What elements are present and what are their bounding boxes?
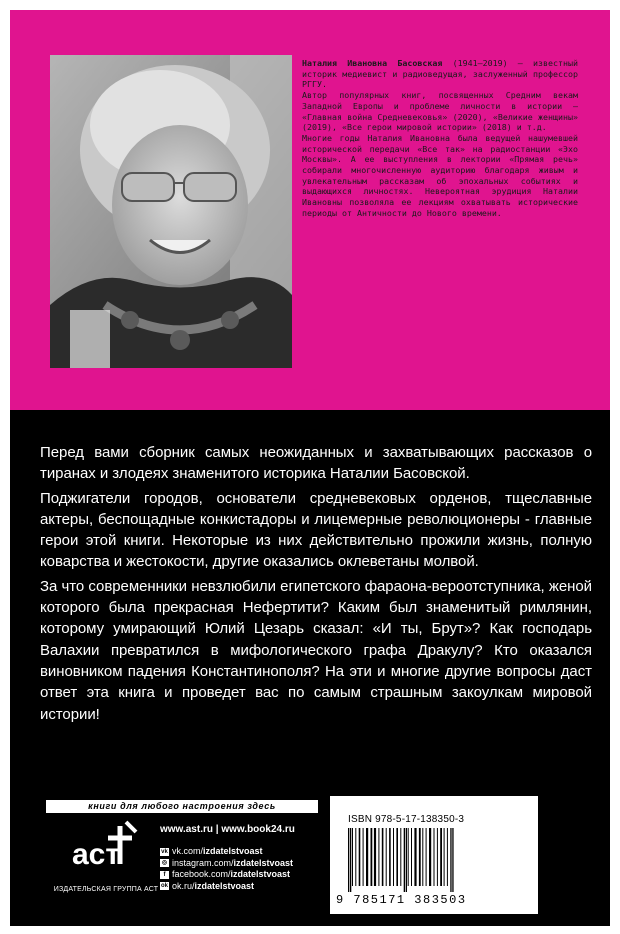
ast-logo-text: аст [72, 838, 121, 871]
author-bio-paragraph [302, 58, 578, 90]
author-bio-intro: (1941–2019) – известный историк медиевист и радиоведущая, заслуженный профессор РГГУ. [302, 58, 578, 90]
barcode-panel [330, 796, 538, 914]
description-paragraph-3: За что современники невзлюбили египетского фараона-вероотступника, женой которого была прекрасная Нефертити? Каким был знаменитый римлянин, которому умирающий Юлий Цезарь сказал: «И ты, Брут»? Как господарь Валахии превратился в мифологического графа Дракулу? Кто оказался виновником падения Константинополя? На эти и многие другие вопросы даст ответ эта книга и проведет вас по самым страшным закоулкам мировой истории! [40, 577, 592, 723]
social-link-odnoklassniki[interactable] [160, 881, 293, 893]
ast-logo [68, 818, 148, 880]
social-prefix: instagram.com/ [172, 857, 234, 868]
author-photo [50, 55, 292, 368]
description-paragraph-2: Поджигатели городов, основатели средневековых орденов, тщеславные актеры, беспощадные конкистадоры и лицемерные революционеры - главные герои этой книги. Некоторые из них действительно прожили жизнь, полную коварства и жестокости, другие оказались оклеветаны молвой. [40, 489, 592, 571]
isbn-number: ISBN 978-5-17-138350-3 [348, 814, 465, 825]
social-link-instagram[interactable] [160, 858, 293, 870]
ast-logo-icon [68, 818, 148, 880]
odnoklassniki-icon: ok [160, 883, 168, 890]
instagram-icon: ◎ [161, 860, 168, 867]
facebook-icon: f [160, 871, 169, 879]
slogan-banner: книги для любого настроения здесь [46, 800, 318, 813]
barcode-digits: 9 785171 383503 [336, 893, 467, 907]
author-bio [302, 58, 578, 219]
social-links [160, 846, 293, 892]
website-links[interactable]: www.ast.ru | www.book24.ru [160, 824, 295, 835]
author-portrait-illustration [50, 55, 292, 368]
author-bio-books: Автор популярных книг, посвященных Средним векам Западной Европы и проблеме личности в истории – «Главная война Средневековья» (2020), «Великие женщины» (2019), «Все герои мировой истории» (2018) и т.д. [302, 90, 578, 133]
social-prefix: ok.ru/ [172, 880, 195, 891]
publisher-footer [10, 796, 610, 926]
social-handle: izdatelstvoast [194, 880, 255, 891]
author-bio-radio: Многие годы Наталия Ивановна была ведущей нашумевшей исторической передачи «Все так» на радиостанции «Эхо Москвы». А ее выступления в лектории «Прямая речь» собирали многочисленную аудиторию благодаря живым и увлекательным рассказам об эпохальных событиях и выдающихся личностях. Невероятная эрудиция Наталии Ивановны позволяла ее лекциям охватывать исторические периоды от Античности до Нового времени. [302, 132, 578, 218]
barcode-icon [340, 828, 528, 892]
book-back-cover [10, 10, 610, 926]
social-handle: izdatelstvoast [233, 857, 294, 868]
social-link-facebook[interactable] [160, 869, 293, 881]
author-panel [10, 10, 610, 410]
social-prefix: facebook.com/ [172, 869, 231, 879]
description-paragraph-1: Перед вами сборник самых неожиданных и захватывающих рассказов о тиранах и злодеях знаменитого историка Наталии Басовской. [40, 444, 592, 483]
publisher-name: ИЗДАТЕЛЬСКАЯ ГРУППА АСТ [53, 886, 159, 893]
vk-icon: vk [161, 848, 168, 855]
author-name: Наталия Ивановна Басовская [302, 58, 443, 68]
social-handle: izdatelstvoast [203, 846, 263, 856]
social-link-vk[interactable] [160, 846, 293, 858]
social-handle: izdatelstvoast [230, 869, 291, 879]
social-prefix: vk.com/ [172, 846, 204, 856]
book-description [40, 442, 592, 728]
